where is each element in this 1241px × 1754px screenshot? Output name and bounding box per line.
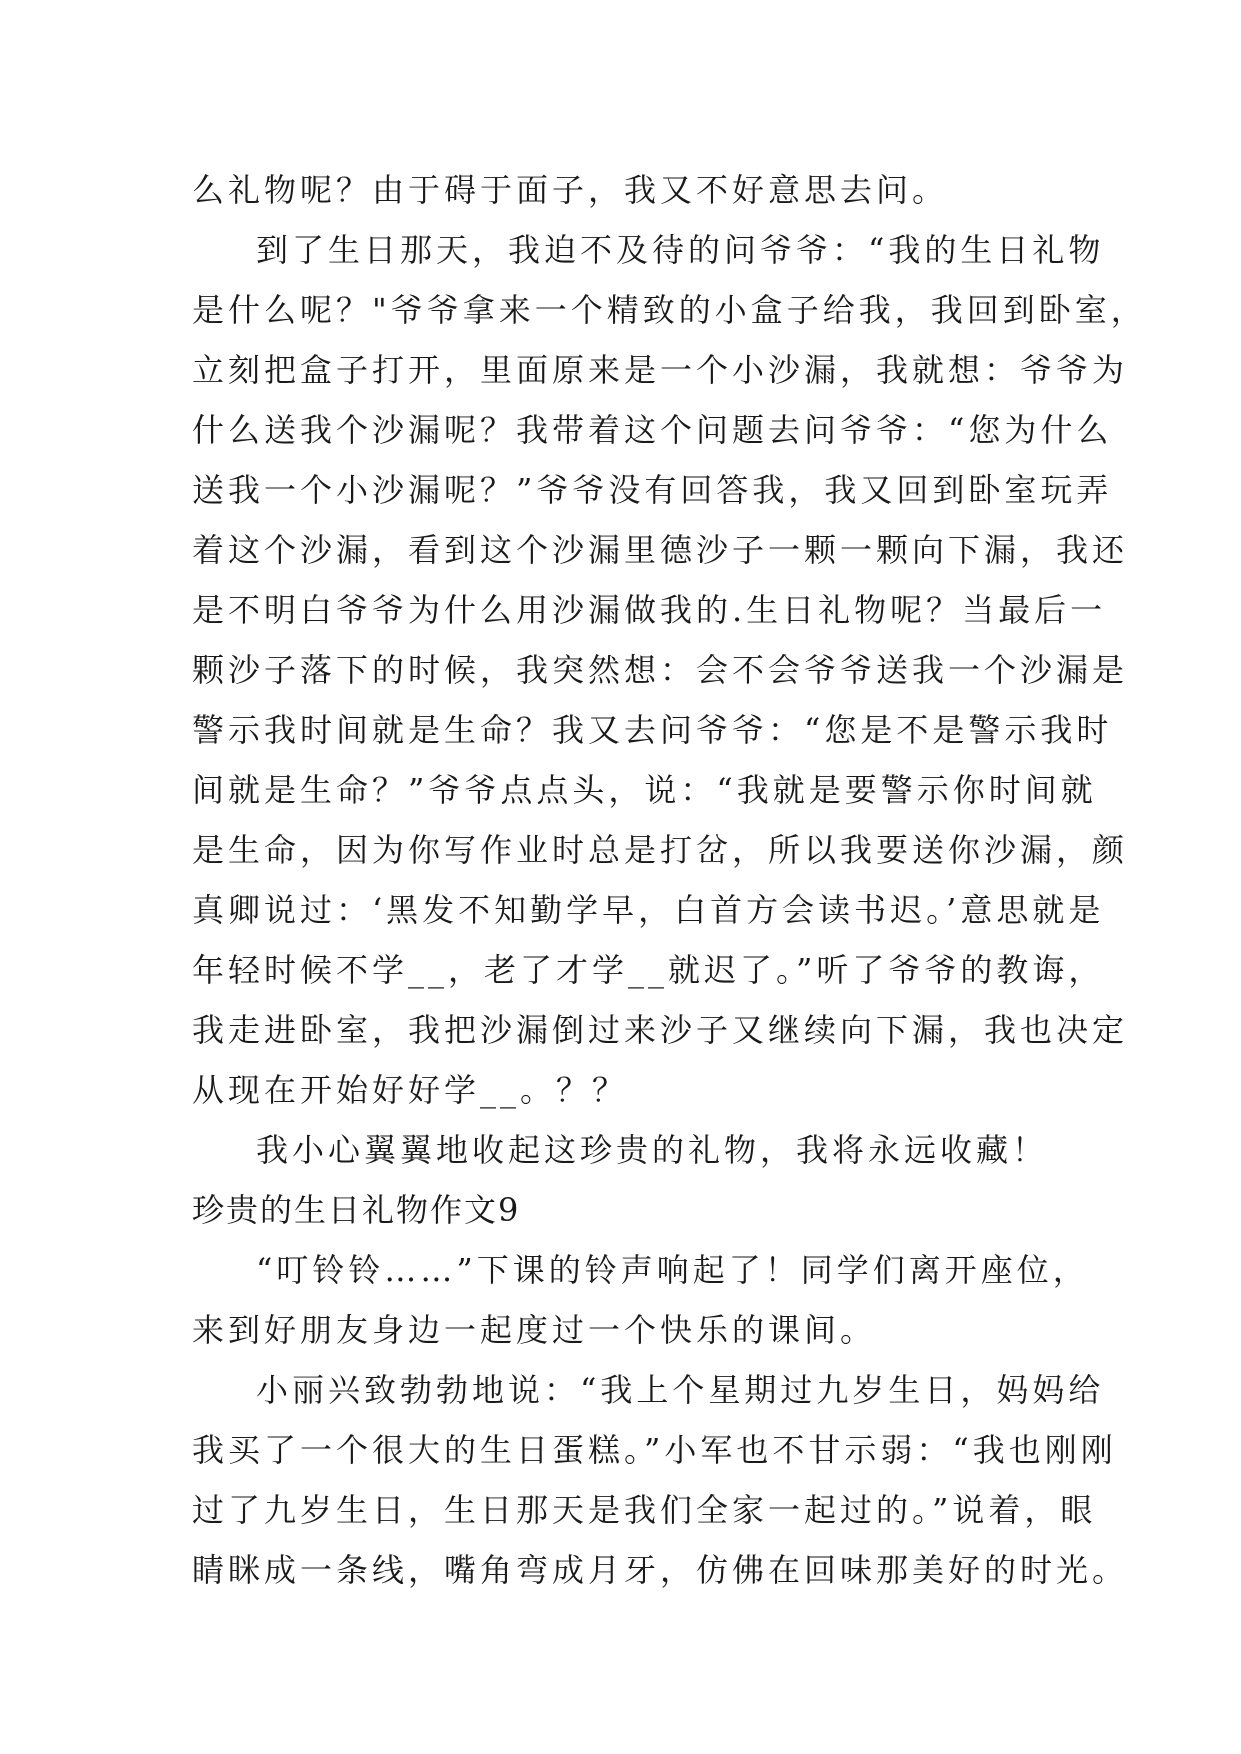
text-line: 来到好朋友身边一起度过一个快乐的课间。: [192, 1311, 877, 1349]
text-line: 着这个沙漏，看到这个沙漏里德沙子一颗一颗向下漏，我还: [192, 531, 1129, 569]
text-line: 是什么呢？"爷爷拿来一个精致的小盒子给我，我回到卧室，: [192, 291, 1147, 329]
text-line: 从现在开始好好学__。？？: [192, 1071, 629, 1109]
text-line: 警示我时间就是生命？我又去问爷爷：“您是不是警示我时: [192, 711, 1113, 749]
text-line: 我买了一个很大的生日蛋糕。”小军也不甘示弱：“我也刚刚: [192, 1431, 1117, 1469]
paragraph-start-line: “叮铃铃……”下课的铃声响起了！同学们离开座位，: [256, 1251, 1089, 1289]
section-heading: 珍贵的生日礼物作文9: [192, 1191, 521, 1229]
paragraph-start-line: 小丽兴致勃勃地说：“我上个星期过九岁生日，妈妈给: [256, 1371, 1105, 1409]
text-line: 过了九岁生日，生日那天是我们全家一起过的。”说着，眼: [192, 1491, 1097, 1529]
document-body: [192, 160, 1147, 1600]
paragraph-start-line: 我小心翼翼地收起这珍贵的礼物，我将永远收藏！: [256, 1131, 1049, 1169]
text-line: 真卿说过：‘黑发不知勤学早，白首方会读书迟。’意思就是: [192, 891, 1105, 929]
text-line: 我走进卧室，我把沙漏倒过来沙子又继续向下漏，我也决定: [192, 1011, 1129, 1049]
paragraph-start-line: 到了生日那天，我迫不及待的问爷爷：“我的生日礼物: [256, 231, 1105, 269]
text-line: 睛眯成一条线，嘴角弯成月牙，仿佛在回味那美好的时光。: [192, 1551, 1129, 1589]
text-line: 么礼物呢？由于碍于面子，我又不好意思去问。: [192, 171, 949, 209]
text-line: 什么送我个沙漏呢？我带着这个问题去问爷爷：“您为什么: [192, 411, 1113, 449]
text-line: 间就是生命？”爷爷点点头，说：“我就是要警示你时间就: [192, 771, 1097, 809]
text-line: 是不明白爷爷为什么用沙漏做我的.生日礼物呢？当最后一: [192, 591, 1107, 629]
text-line: 颗沙子落下的时候，我突然想：会不会爷爷送我一个沙漏是: [192, 651, 1129, 689]
text-line: 是生命，因为你写作业时总是打岔，所以我要送你沙漏，颜: [192, 831, 1129, 869]
text-line: 立刻把盒子打开，里面原来是一个小沙漏，我就想：爷爷为: [192, 351, 1129, 389]
text-line: 年轻时候不学__，老了才学__就迟了。”听了爷爷的教诲，: [192, 951, 1105, 989]
text-line: 送我一个小沙漏呢？”爷爷没有回答我，我又回到卧室玩弄: [192, 471, 1113, 509]
